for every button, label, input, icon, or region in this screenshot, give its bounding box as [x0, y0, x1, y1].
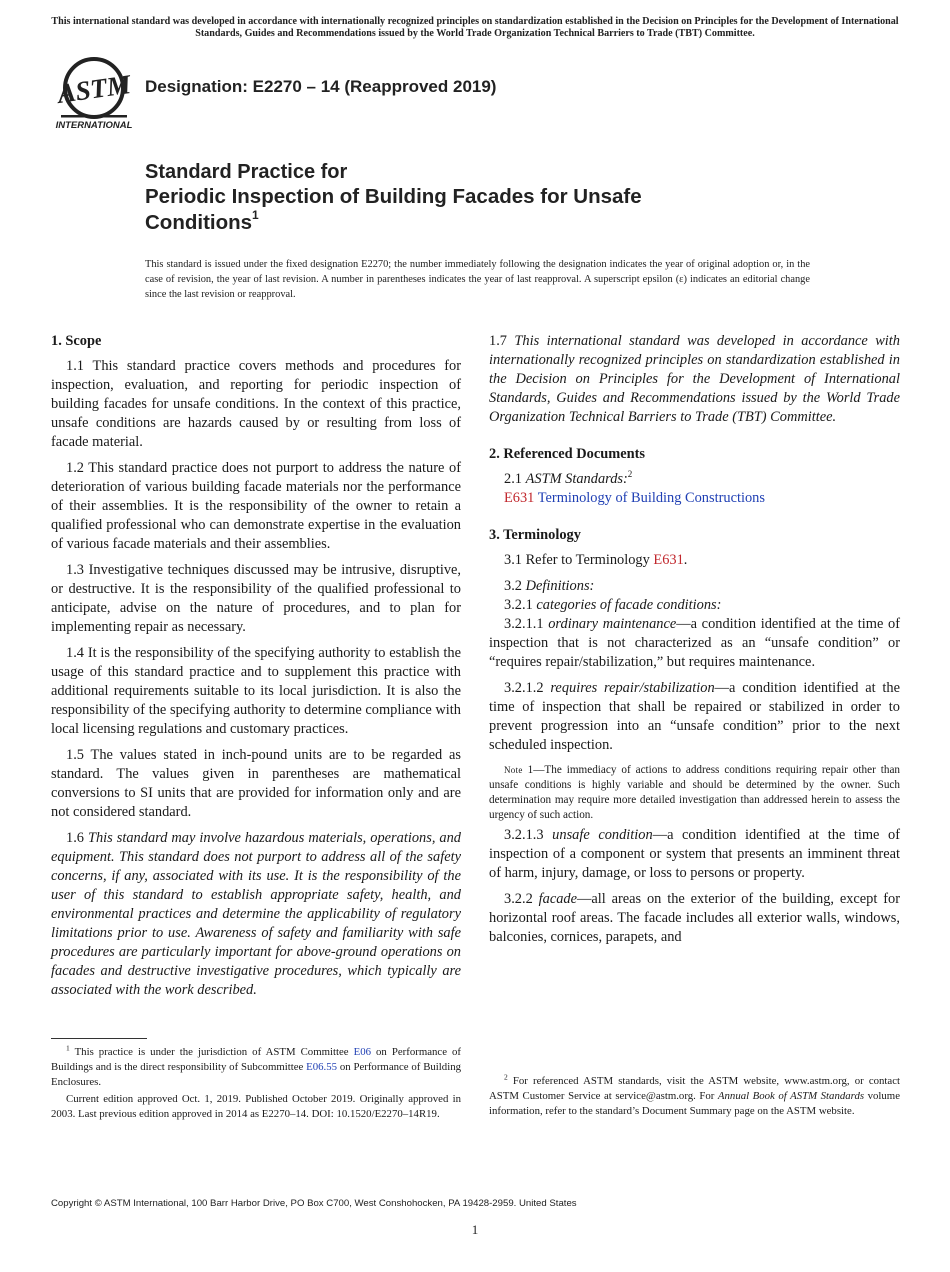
title-line-1: Standard Practice for [145, 161, 348, 183]
title-line-3 [145, 210, 845, 236]
definition-unsafe-condition: —a condition identified at the time of inspection of a component or system that presents an imminent threat of harm, injury, damage, or loss to persons or property. [489, 827, 901, 881]
paragraph-1-3: 1.3 Investigative techniques discussed may be intrusive, disruptive, or destructive. It is the responsibility of the qualified professional to anticipate, advise on the nature of procedures, and to plan for implementing repair as necessary. [51, 562, 461, 635]
referenced-doc-e631 [489, 489, 900, 508]
astm-standards-label: ASTM Standards: [525, 471, 628, 487]
logo-text: ASTM [55, 69, 133, 109]
paragraph-1-1: 1.1 This standard practice covers methods and procedures for inspection, evaluation, and reporting for periodic inspection of building facades for unsafe conditions. In the context of this practice, unsafe conditions are hazards caused by or resulting from loss of facade material. [51, 358, 461, 450]
note-1 [489, 763, 900, 823]
paragraph-3-2-number: 3.2 [504, 578, 526, 594]
footnote-2-text [489, 1074, 900, 1119]
paragraph-1-5: 1.5 The values stated in inch-pound units are to be regarded as standard. The values given in parentheses are mathematical conversions to SI units that are provided for information only and are not considered standard. [51, 747, 461, 820]
top-notice: This international standard was developed in accordance with internationally recognized principles on standardization established in the Decision on Principles for the Development of International Standards, Guides and Recommendations issued by the World Trade Organization Technical Barriers to Trade (TBT) Committee. [51, 16, 899, 39]
section-3-heading: 3. Terminology [489, 527, 581, 543]
paragraph-3-2-1-3-number: 3.2.1.3 [504, 827, 553, 843]
e06-55-link[interactable]: E06.55 [306, 1061, 338, 1073]
definitions-label: Definitions: [525, 578, 595, 594]
term-facade: facade [538, 891, 577, 907]
term-unsafe-condition: unsafe condition [552, 827, 653, 843]
paragraph-3-2-1-3 [489, 826, 900, 883]
footnote-divider [51, 1038, 147, 1039]
intro-paragraph: This standard is issued under the fixed designation E2270; the number immediately following the designation indicates the year of original adoption or, in the case of revision, the year of last revision. A number in parentheses indicates the year of last reapproval. A superscript epsilon (ε) indicates an editorial change since the last revision or reapproval. [145, 259, 810, 300]
paragraph-1-7-text: This international standard was developed in accordance with internationally recognized principles on standardization established in the Decision on Principles for the Development of International Standards, Guides and Recommendations issued by the World Trade Organization Technical Barriers to Trade (TBT) Committee. [489, 333, 900, 425]
logo-subtext: INTERNATIONAL [55, 120, 133, 131]
footnote-1 [51, 1045, 461, 1124]
footnote-2-mark: 2 [627, 469, 633, 480]
categories-label: categories of facade conditions: [536, 597, 722, 613]
paragraph-1-2: 1.2 This standard practice does not purport to address the nature of deterioration of various building facade materials nor the performance of their assemblies. It is the responsibility of the owner to retain a qualified professional who can demonstrate expertise in the evaluation of various facade materials and their assemblies. [51, 460, 461, 552]
paragraph-1-4: 1.4 It is the responsibility of the specifying authority to establish the usage of this standard practice and to supplement this practice with additional requirements suitable to its local jurisdiction. It is also the responsibility of the specifying authority to determine compliance with local licensing regulations and customary practices. [51, 645, 461, 737]
e631-code-link[interactable]: E631 [504, 490, 535, 506]
section-1-heading: 1. Scope [51, 333, 102, 349]
footnote-1-part-a: This practice is under the jurisdiction of ASTM Committee [69, 1046, 354, 1058]
paragraph-3-2 [489, 577, 900, 596]
paragraph-1-7-number: 1.7 [489, 333, 515, 349]
note-text: 1—The immediacy of actions to address conditions requiring repair other than unsafe conditions is highly variable and should be determined by the owner. Such determination may require more detailed investigation than addressed herein to assess the urgency of such action. [489, 764, 900, 821]
astm-logo [53, 55, 135, 137]
document-title [145, 160, 845, 236]
paragraph-3-2-2-number: 3.2.2 [504, 891, 539, 907]
paragraph-3-2-2 [489, 890, 900, 947]
footnote-2-book-title: Annual Book of ASTM Standards [717, 1090, 865, 1102]
section-2-heading: 2. Referenced Documents [489, 446, 645, 462]
footnote-2 [489, 1074, 900, 1119]
definition-facade: —all areas on the exterior of the building, except for horizontal roof areas. The facade includes all exterior walls, windows, balconies, cornices, parapets, and [489, 891, 900, 945]
term-requires-repair: requires repair/stabilization [550, 680, 715, 696]
title-line-3-text: Conditions [145, 211, 253, 234]
term-ordinary-maintenance: ordinary maintenance [548, 616, 677, 632]
note-label: Note [504, 765, 523, 775]
footnote-2-number: 2 [504, 1072, 508, 1082]
paragraph-3-1-end: . [683, 552, 688, 568]
paragraph-3-2-1-2-number: 3.2.1.2 [504, 680, 551, 696]
title-line-2: Periodic Inspection of Building Facades for Unsafe [145, 185, 642, 208]
right-column [489, 332, 900, 954]
paragraph-3-2-1-1-number: 3.2.1.1 [504, 616, 549, 632]
paragraph-1-6-text: This standard may involve hazardous materials, operations, and equipment. This standard does not purport to address all of the safety concerns, if any, associated with its use. It is the responsibility of the user of this standard to establish appropriate safety, health, and environmental practices and determine the applicability of regulatory limitations prior to use. Awareness of safety and familiarity with safe procedures are particularly important for above-ground operations on facades and destructive investigative procedures, which typically are associated with the work described. [51, 830, 461, 998]
paragraph-3-1 [489, 551, 900, 570]
footnote-1-edition: Current edition approved Oct. 1, 2019. Published October 2019. Originally approved in 2003. Last previous edition approved in 2014 as E2270–14. DOI: 10.1520/E2270–14R19. [51, 1093, 461, 1120]
e631-title-link[interactable]: Terminology of Building Constructions [534, 490, 765, 506]
paragraph-2-1-number: 2.1 [504, 471, 526, 487]
page-number: 1 [471, 1222, 479, 1237]
e631-link[interactable]: E631 [653, 552, 684, 568]
footnote-1-mark: 1 [66, 1043, 70, 1053]
paragraph-2-1 [489, 470, 900, 489]
paragraph-3-2-1-2 [489, 679, 900, 755]
left-column [51, 332, 461, 1007]
definition-ordinary-maintenance: —a condition identified at the time of inspection that is not characterized as an “unsafe condition” or “requires repair/stabilization,” but requires maintenance. [489, 616, 900, 670]
title-footnote-mark: 1 [252, 208, 259, 223]
footnote-1-part-b: on Performance of Buildings and is the direct responsibility of Subcommittee [51, 1046, 462, 1073]
paragraph-3-2-1-number: 3.2.1 [504, 597, 537, 613]
footnote-1-part-c: on Performance of Building Enclosures. [51, 1061, 461, 1088]
paragraph-1-6-number: 1.6 [66, 830, 88, 846]
footnote-2-part-a: For referenced ASTM standards, visit the ASTM website, www.astm.org, or contact ASTM Customer Service at service@astm.org. For [489, 1075, 900, 1102]
definition-requires-repair: —a condition identified at the time of inspection that shall be repaired or stabilized in order to prevent progression into an “unsafe condition” prior to the next scheduled inspection. [489, 680, 900, 753]
footnote-1-text [51, 1045, 461, 1090]
footnote-2-part-b: volume information, refer to the standard’s Document Summary page on the ASTM website. [489, 1090, 900, 1117]
paragraph-3-2-1-1 [489, 615, 900, 672]
paragraph-3-2-1 [489, 596, 900, 615]
paragraph-1-6 [51, 829, 461, 1000]
paragraph-1-7 [489, 332, 900, 427]
e06-link[interactable]: E06 [353, 1046, 372, 1058]
designation: Designation: E2270 – 14 (Reapproved 2019) [145, 77, 497, 96]
copyright-line: Copyright © ASTM International, 100 Barr Harbor Drive, PO Box C700, West Conshohocken, PA 19428-2959. United States [51, 1198, 577, 1209]
paragraph-3-1-text: 3.1 Refer to Terminology [504, 552, 654, 568]
